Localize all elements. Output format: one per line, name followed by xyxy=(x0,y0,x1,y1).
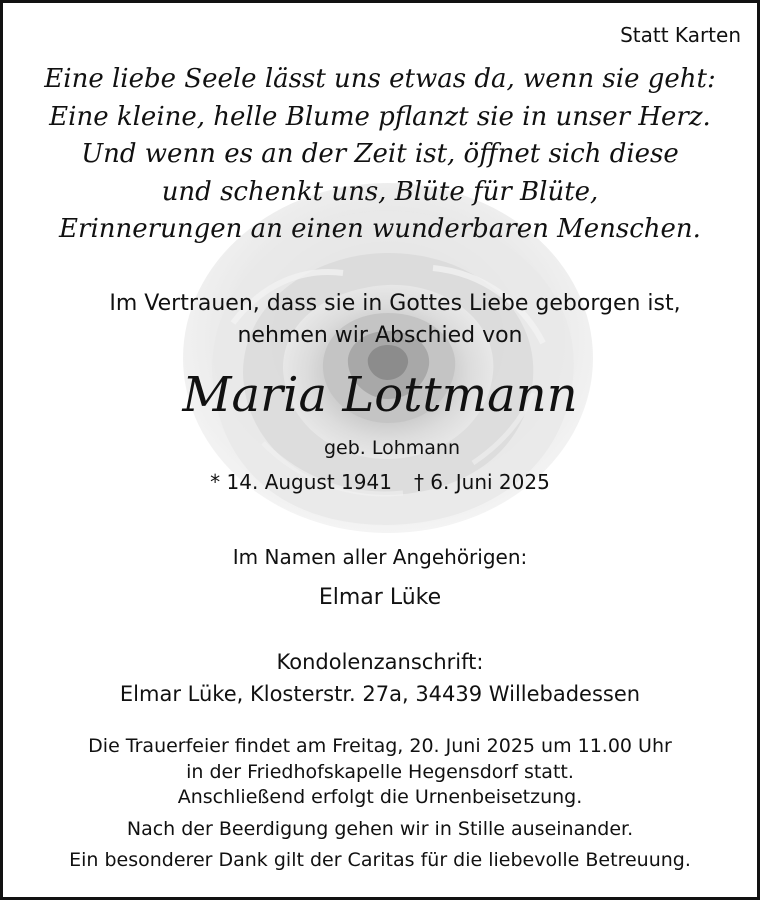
poem-line: Eine kleine, helle Blume pflanzt sie in unser Herz. xyxy=(49,101,711,132)
poem xyxy=(3,61,757,249)
condolence-heading: Kondolenzanschrift: xyxy=(276,650,484,674)
notice-line: Nach der Beerdigung gehen wir in Stille auseinander. xyxy=(126,817,634,840)
deceased-name: Maria Lottmann xyxy=(182,367,578,423)
condolence-address xyxy=(3,646,757,710)
life-dates xyxy=(3,468,757,496)
intro-line-2: nehmen wir Abschied von xyxy=(237,323,523,348)
funeral-notice xyxy=(3,734,757,874)
statt-karten-label: Statt Karten xyxy=(620,23,741,47)
notice-line: in der Friedhofskapelle Hegensdorf statt. xyxy=(186,760,574,783)
signature-name: Elmar Lüke xyxy=(318,585,442,610)
maiden-name: geb. Lohmann xyxy=(323,437,461,459)
birth-date: * 14. August 1941 xyxy=(210,470,392,494)
notice-line: Die Trauerfeier findet am Freitag, 20. Juni 2025 um 11.00 Uhr xyxy=(88,735,672,757)
poem-line: Eine liebe Seele lässt uns etwas da, wenn sie geht: xyxy=(44,64,716,94)
intro-line-1: Im Vertrauen, dass sie in Gottes Liebe geborgen ist, xyxy=(109,291,681,316)
poem-line: Und wenn es an der Zeit ist, öffnet sich diese xyxy=(81,139,679,169)
death-date: † 6. Juni 2025 xyxy=(413,470,550,494)
signature-heading: Im Namen aller Angehörigen: xyxy=(232,545,528,569)
condolence-line: Elmar Lüke, Klosterstr. 27a, 34439 Willebadessen xyxy=(119,682,641,706)
poem-line: Erinnerungen an einen wunderbaren Menschen. xyxy=(59,214,701,244)
intro-text xyxy=(3,288,757,352)
poem-line: und schenkt uns, Blüte für Blüte, xyxy=(161,176,599,207)
notice-line: Ein besonderer Dank gilt der Caritas für die liebevolle Betreuung. xyxy=(69,849,691,871)
notice-line: Anschließend erfolgt die Urnenbeisetzung. xyxy=(177,786,583,808)
